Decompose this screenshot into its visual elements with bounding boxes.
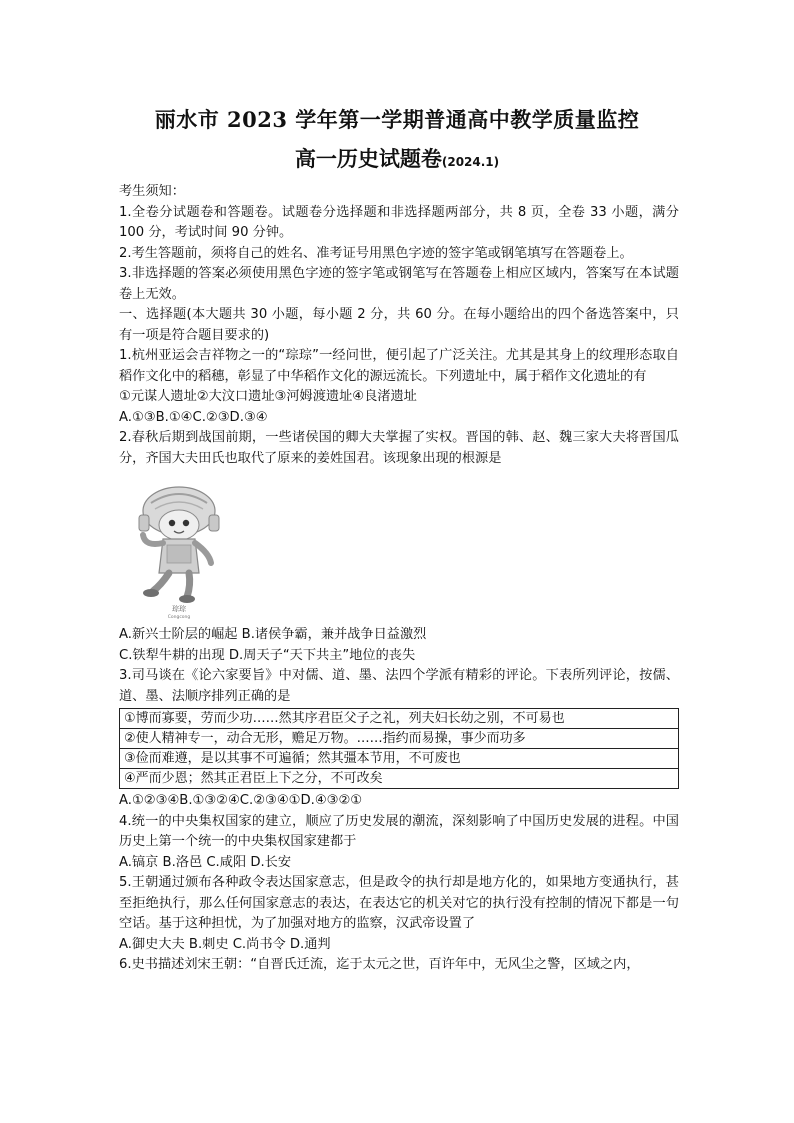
exam-title: 丽水市 2023 学年第一学期普通高中教学质量监控: [154, 107, 640, 132]
mascot-caption: 琮琮: [172, 605, 186, 613]
table-cell: ②使人精神专一，动合无形，赡足万物。……指约而易操，事少而功多: [120, 729, 679, 749]
question-4-stem: 4.统一的中央集权国家的建立，顺应了历史发展的潮流，深刻影响了中国历史发展的进程。中国历史上第一个统一的中央集权国家建都于: [119, 813, 679, 849]
notice-item-3: 3.非选择题的答案必须使用黑色字迹的签字笔或钢笔写在答题卷上相应区域内，答案写在本试题卷上无效。: [119, 266, 679, 302]
question-2-stem: 2.春秋后期到战国前期，一些诸侯国的卿大夫掌握了实权。晋国的韩、赵、魏三家大夫将晋国瓜分，齐国大夫田氏也取代了原来的姜姓国君。该现象出现的根源是: [119, 430, 679, 466]
table-cell: ④严而少恩；然其正君臣上下之分，不可改矣: [120, 769, 679, 789]
question-5-stem: 5.王朝通过颁布各种政令表达国家意志，但是政令的执行却是地方化的，如果地方变通执行，甚至拒绝执行，那么任何国家意志的表达，在表达它的机关对它的执行没有控制的情况下都是一句空话。基于这种担忧，为了加强对地方的监察，汉武帝设置了: [119, 875, 679, 931]
congcong-mascot-illustration: [129, 481, 229, 619]
notice-heading: 考生须知：: [119, 184, 185, 199]
question-3-table: [119, 708, 679, 789]
table-row: [120, 729, 679, 749]
question-3-options: A.①②③④B.①③②④C.②③④①D.④③②①: [119, 793, 363, 808]
subtitle-text: 高一历史试题卷: [294, 146, 442, 171]
table-cell: ①博而寡要，劳而少功……然其序君臣父子之礼，列夫妇长幼之别，不可易也: [120, 709, 679, 729]
question-4-options: A.镐京 B.洛邑 C.咸阳 D.长安: [119, 854, 292, 870]
notice-item-2: 2.考生答题前，须将自己的姓名、准考证号用黑色字迹的签字笔或钢笔填写在答题卷上。: [119, 245, 633, 261]
question-6-stem: 6.史书描述刘宋王朝：“自晋氏迁流，迄于太元之世，百许年中，无风尘之警，区域之内，: [119, 957, 640, 972]
question-1-options: A.①③B.①④C.②③D.③④: [119, 409, 268, 425]
table-cell: ③俭而难遵，是以其事不可遍循；然其彊本节用，不可废也: [120, 749, 679, 769]
mascot-caption-pinyin: Congcong: [167, 615, 191, 619]
section-heading: 一、选择题(本大题共 30 小题，每小题 2 分，共 60 分。在每小题给出的四个备选答案中，只有一项是符合题目要求的): [119, 307, 679, 343]
question-3-stem: 3.司马谈在《论六家要旨》中对儒、道、墨、法四个学派有精彩的评论。下表所列评论，按儒、道、墨、法顺序排列正确的是: [119, 668, 679, 704]
exam-date: (2024.1): [441, 155, 500, 169]
notice-item-1: 1.全卷分试题卷和答题卷。试题卷分选择题和非选择题两部分，共 8 页，全卷 33 小题，满分 100 分，考试时间 90 分钟。: [119, 204, 679, 240]
question-1-items: ①元谋人遗址②大汶口遗址③河姆渡遗址④良渚遗址: [119, 389, 417, 404]
question-2-options-line-1: A.新兴士阶层的崛起 B.诸侯争霸，兼并战争日益激烈: [119, 627, 427, 642]
question-5-options: A.御史大夫 B.刺史 C.尚书令 D.通判: [119, 936, 331, 952]
question-2-options-line-2: C.铁犁牛耕的出现 D.周天子“天下共主”地位的丧失: [119, 647, 416, 663]
table-row: [120, 749, 679, 769]
mascot-image: [129, 481, 229, 619]
table-row: [120, 709, 679, 729]
exam-body: [119, 182, 679, 976]
exam-subtitle: [0, 143, 794, 173]
question-1-stem: 1.杭州亚运会吉祥物之一的“琮琮”一经问世，便引起了广泛关注。尤其是其身上的纹理形态取自稻作文化中的稻穗，彰显了中华稻作文化的源远流长。下列遗址中，属于稻作文化遗址的有: [119, 348, 679, 384]
table-row: [120, 769, 679, 789]
